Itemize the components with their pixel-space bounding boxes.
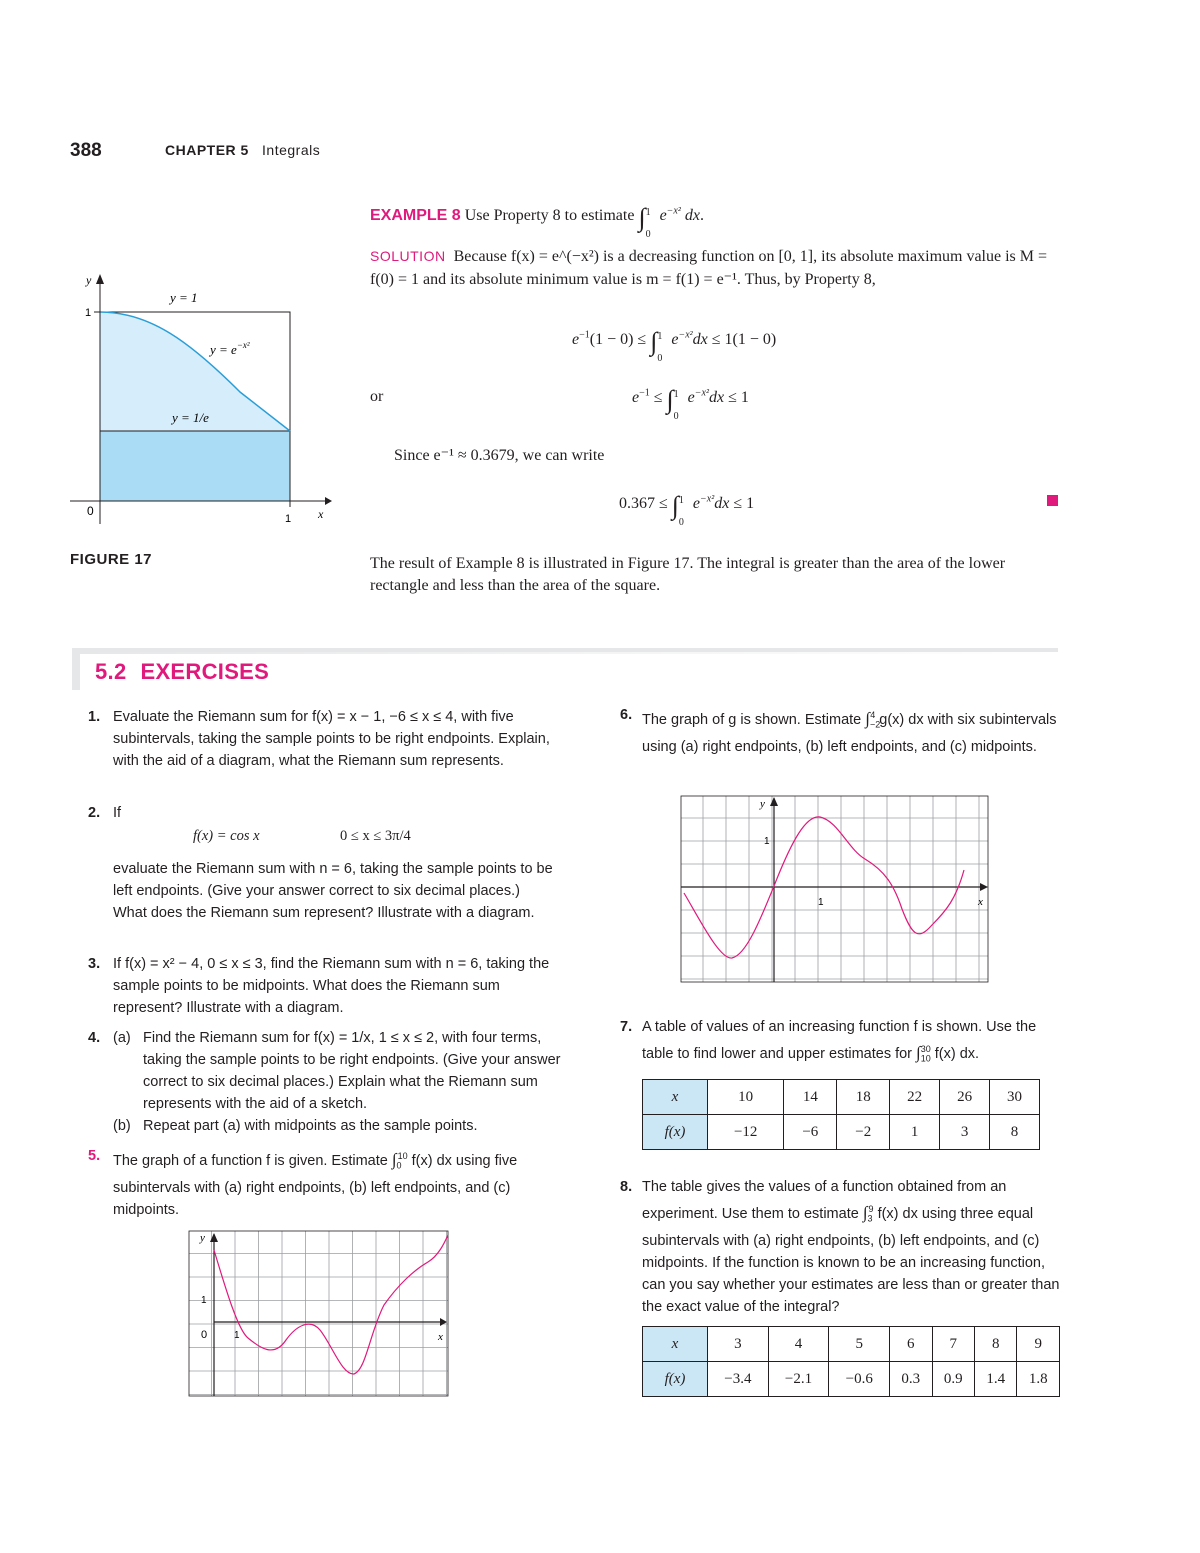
table-cell: −12: [708, 1115, 784, 1150]
table-header-x: x: [643, 1080, 708, 1115]
table-cell: 3: [708, 1327, 769, 1362]
solution-label: SOLUTION: [370, 248, 446, 264]
g6-one-x: 1: [818, 897, 824, 908]
exercise-text-a: The table gives the values of a function obtained from an experiment. Use them to estimate: [642, 1179, 1007, 1222]
table-header-x: x: [643, 1327, 708, 1362]
table-cell: 1: [890, 1115, 940, 1150]
exercise-5-text: The graph of a function f is given. Estimate $\int_0^{10}$ f(x) dx using five subintervals with (a) right endpoints, (b) left endpoints, and (c) midpoints.: [113, 1149, 518, 1218]
table-cell: 26: [940, 1080, 990, 1115]
table-cell: 0.9: [932, 1362, 974, 1397]
table-header-fx: f(x): [643, 1362, 708, 1397]
exercise-text-b: f(x) dx using three equal subintervals with (a) right endpoints, (b) left endpoints, and (c) midpoints. If the function is known to be an increasing function, can you say whether your estimates are less than or greater than the exact value of the integral?: [642, 1205, 1060, 1315]
part-a-text: Find the Riemann sum for f(x) = 1/x, 1 ≤ x ≤ 2, with four terms, taking the sample points to be right endpoints. (Give your answer correct to six decimal places.) Explain what the Riemann sum represents with the aid of a sketch.: [143, 1030, 561, 1112]
fig17-tick-x: 1: [285, 513, 292, 525]
exercises-title: [95, 659, 269, 685]
table-cell: 22: [890, 1080, 940, 1115]
table-cell: 3: [940, 1115, 990, 1150]
table-cell: −3.4: [708, 1362, 769, 1397]
table-cell: 4: [768, 1327, 829, 1362]
table-cell: 10: [708, 1080, 784, 1115]
integral-lower: −2: [869, 719, 881, 730]
exercise-number: 7.: [620, 1019, 633, 1035]
curve-exponent: −x²: [236, 340, 250, 350]
table-cell: −6: [784, 1115, 837, 1150]
table-cell: 9: [1017, 1327, 1060, 1362]
solution-text: Because f(x) = e^(−x²) is a decreasing function on [0, 1], its absolute maximum value is M = f(0) = 1 and its absolute minimum value is m = f(1) = e⁻¹. Thus, by Property 8,: [370, 248, 1048, 288]
table-row: [643, 1362, 1060, 1397]
part-a-label: (a): [113, 1030, 131, 1046]
line-bottom-label: y = 1/e: [172, 410, 209, 425]
integral-lower: 3: [867, 1213, 873, 1224]
exercise-6-graph: [680, 795, 990, 983]
table-cell: −2.1: [768, 1362, 829, 1397]
table-cell: 8: [990, 1115, 1040, 1150]
exercise-text-a: A table of values of an increasing function f is shown. Use the table to find lower and upper estimates for: [642, 1019, 1037, 1062]
exercise-7-table: [642, 1079, 1040, 1150]
exercise-text-a: The graph of a function f is given. Estimate: [113, 1152, 388, 1169]
g5-one-x: 1: [234, 1330, 240, 1341]
exercise-8-table: [642, 1326, 1060, 1397]
fig17-x-label: x: [318, 507, 324, 521]
example-8-statement: EXAMPLE 8 Use Property 8 to estimate ∫ 1 0 $e^{-x^2}$ dx.: [370, 203, 704, 240]
figure-17-graph: [60, 262, 340, 532]
exercise-text-b: f(x) dx using five subintervals with (a) right endpoints, (b) left endpoints, and (c) midpoints.: [113, 1152, 518, 1218]
page-number: 388: [70, 140, 102, 161]
exercise-number: 8.: [620, 1179, 633, 1195]
figure-17-label: FIGURE 17: [70, 551, 153, 568]
table-cell: 5: [829, 1327, 890, 1362]
g5-x-label: x: [438, 1331, 443, 1343]
table-cell: 7: [932, 1327, 974, 1362]
table-cell: 6: [890, 1327, 932, 1362]
line-top-label: y = 1: [170, 290, 198, 305]
integral-upper: 9: [868, 1204, 874, 1214]
table-cell: −2: [837, 1115, 890, 1150]
solution-paragraph: [370, 245, 1060, 291]
exercise-number: 6.: [620, 707, 633, 723]
estimate-low: 0.367: [619, 495, 655, 512]
integral-lower: 0: [396, 1160, 402, 1171]
exercise-8-text: The table gives the values of a function obtained from an experiment. Use them to estimate $\int_3^9$ f(x) dx using three equal subintervals with (a) right endpoints, (b) left endpoints, and (c) midpoints. If the function is known to be an increasing function, can you say whether your estimates are less than or greater than the exact value of the integral?: [642, 1179, 1060, 1315]
table-header-fx: f(x): [643, 1115, 708, 1150]
chapter-title: Integrals: [262, 142, 321, 158]
inequality-2: $e^{-1}$ ≤ ∫ 1 0 $e^{-x^2}dx \le 1$: [632, 385, 749, 422]
part-b-label: (b): [113, 1118, 131, 1134]
exercise-number: 5.: [88, 1148, 101, 1164]
g5-y-label: y: [200, 1232, 205, 1244]
section-title: EXERCISES: [140, 659, 270, 684]
integral-upper: 4: [870, 710, 876, 720]
g5-one-y: 1: [201, 1295, 207, 1306]
example-text: Use Property 8 to estimate: [464, 207, 635, 224]
exercise-text: If f(x) = x² − 4, 0 ≤ x ≤ 3, find the Riemann sum with n = 6, taking the sample points to be midpoints. What does the Riemann sum represent? Illustrate with a diagram.: [113, 956, 550, 1016]
g5-zero: 0: [201, 1329, 208, 1341]
curve-label: y = e: [210, 342, 237, 357]
table-cell: 30: [990, 1080, 1040, 1115]
section-number: 5.2: [95, 659, 127, 684]
or-word: or: [370, 388, 384, 405]
table-cell: 1.4: [975, 1362, 1017, 1397]
inequality-1: $e^{-1}(1 - 0)$ ≤ ∫ 1 0 $e^{-x^2}dx \le 1(1 - 0)$: [572, 327, 777, 364]
exercise-text-2: evaluate the Riemann sum with n = 6, taking the sample points to be left endpoints. (Give your answer correct to six decimal places.) What does the Riemann sum represent? Illustrate with a diagram.: [113, 861, 553, 921]
fig17-origin: 0: [87, 504, 94, 518]
g6-x-label: x: [978, 896, 983, 908]
exercise-text: If: [113, 805, 122, 821]
g6-one-y: 1: [764, 836, 770, 847]
example-label: EXAMPLE 8: [370, 207, 461, 224]
since-text: Since e⁻¹ ≈ 0.3679, we can write: [394, 447, 605, 464]
exercise-number: 3.: [88, 956, 101, 972]
exercise-6-text: The graph of g is shown. Estimate $\int_{-2}^4$ g(x) dx with six subintervals using (a) right endpoints, (b) left endpoints, and (c) midpoints.: [642, 708, 1057, 755]
exercise-text: Evaluate the Riemann sum for f(x) = x − 1, −6 ≤ x ≤ 4, with five subintervals, taking the sample points to be right endpoints. Explain, with the aid of a diagram, what the Riemann sum represents.: [113, 709, 550, 769]
table-cell: −0.6: [829, 1362, 890, 1397]
table-cell: 18: [837, 1080, 890, 1115]
fig17-y-label: y: [86, 273, 92, 287]
integral-upper: 30: [920, 1044, 931, 1054]
fig17-tick-y: 1: [85, 307, 92, 319]
exercise-number: 1.: [88, 709, 101, 725]
table-cell: 8: [975, 1327, 1017, 1362]
exercise-text-a: The graph of g is shown. Estimate: [642, 711, 862, 728]
figure-17-note: The result of Example 8 is illustrated in Figure 17. The integral is greater than the area of the lower rectangle and less than the area of the square.: [370, 555, 1006, 594]
table-cell: 1.8: [1017, 1362, 1060, 1397]
table-cell: 0.3: [890, 1362, 932, 1397]
g6-y-label: y: [760, 798, 765, 810]
part-b-text: Repeat part (a) with midpoints as the sample points.: [143, 1118, 478, 1134]
integral-lower: 10: [920, 1053, 931, 1064]
exercise-formula: f(x) = cos x: [193, 828, 260, 844]
end-of-example-marker: [1047, 495, 1058, 506]
exercise-number: 2.: [88, 805, 101, 821]
table-row: [643, 1080, 1040, 1115]
exercise-text-b: f(x) dx.: [934, 1045, 980, 1062]
inequality-3: 0.367 ≤ ∫ 1 0 $e^{-x^2}dx \le 1$: [619, 491, 755, 528]
exercise-range: 0 ≤ x ≤ 3π/4: [340, 828, 411, 844]
running-head: [165, 142, 320, 158]
table-row: [643, 1115, 1040, 1150]
exercise-7-text: A table of values of an increasing function f is shown. Use the table to find lower and upper estimates for $\int_{10}^{30}$ f(x) dx.: [642, 1019, 1037, 1064]
exercise-number: 4.: [88, 1030, 101, 1046]
integral-upper: 10: [397, 1151, 408, 1161]
chapter-label: CHAPTER 5: [165, 142, 249, 158]
table-row: [643, 1327, 1060, 1362]
table-cell: 14: [784, 1080, 837, 1115]
exercise-text-b: g(x) dx with six subintervals using (a) right endpoints, (b) left endpoints, and (c) midpoints.: [642, 711, 1057, 755]
exercise-5-graph: [188, 1230, 450, 1398]
